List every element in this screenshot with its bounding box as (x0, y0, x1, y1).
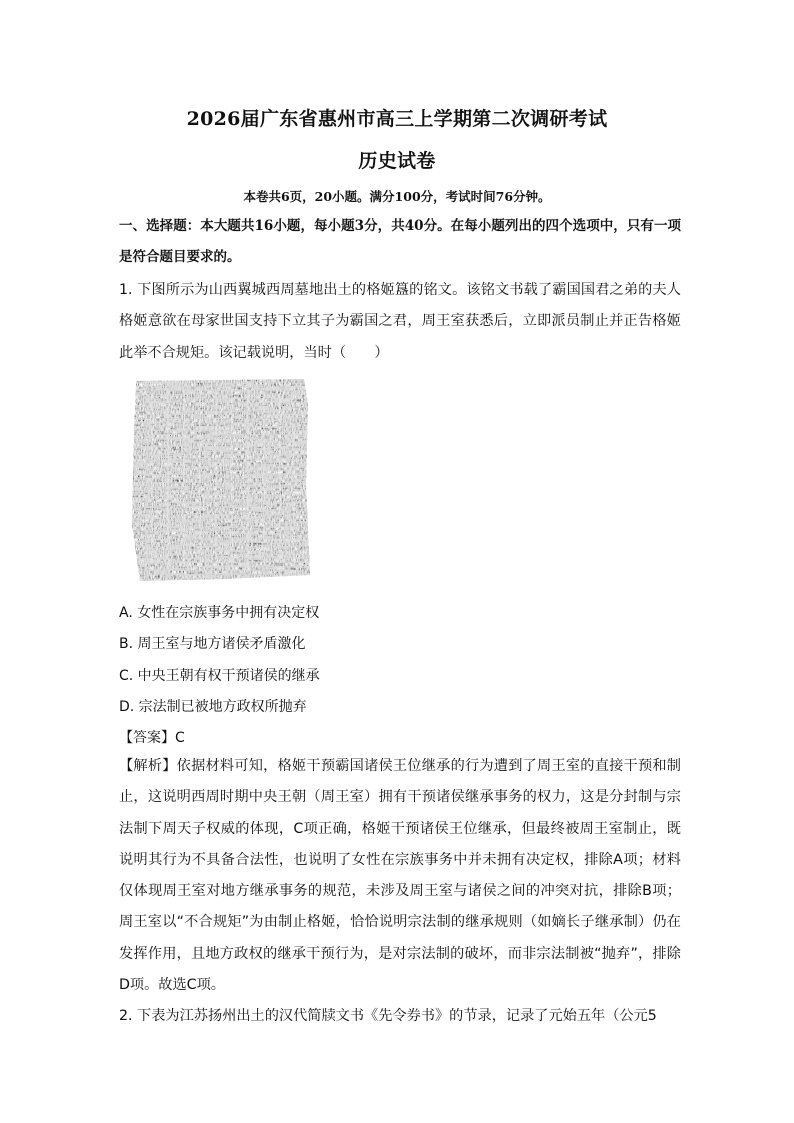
option-d: D. 宗法制已被地方政权所抛弃 (119, 699, 307, 715)
question-1-stem: 1. 下图所示为山西翼城西周墓地出土的格姬簋的铭文。该铭文书载了霸国国君之弟的夫人格姬意欲在母家世国支持下立其子为霸国之君，周王室获悉后，立即派员制止并正告格姬此举不合规矩。该记载说明，当时（ ） (119, 282, 681, 361)
exam-info: 本卷共6页，20小题。满分100分，考试时间76分钟。 (243, 189, 551, 204)
answer-line: 【答案】C (119, 730, 185, 746)
option-c: C. 中央王朝有权干预诸侯的继承 (119, 668, 320, 684)
inscription-rubbing-image (128, 375, 313, 583)
analysis-block (119, 751, 681, 1001)
question-2-stem: 2. 下表为江苏扬州出土的汉代简牍文书《先令券书》的节录，记录了元始五年（公元5 (119, 1008, 657, 1024)
analysis-text: 依据材料可知，格姬干预霸国诸侯王位继承的行为遭到了周王室的直接干预和制止，这说明西周时期中央王朝（周王室）拥有干预诸侯继承事务的权力，这是分封制与宗法制下周天子权威的体现，C项正确，格姬干预诸侯王位继承，但最终被周王室制止，既说明其行为不具备合法性，也说明了女性在宗族事务中并未拥有决定权，排除A项；材料仅体现周王室对地方继承事务的规范，未涉及周王室与诸侯之间的冲突对抗，排除B项；周王室以“不合规矩”为由制止格姬，恰恰说明宗法制的继承规则（如嫡长子继承制）仍在发挥作用，且地方政权的继承干预行为，是对宗法制的破坏，而非宗法制被“抛弃”，排除D项。故选C项。 (119, 758, 681, 994)
exam-title: 2026届广东省惠州市高三上学期第二次调研考试 (186, 108, 608, 130)
section-instruction: 一、选择题：本大题共16小题，每小题3分，共40分。在每小题列出的四个选项中，只有一项是符合题目要求的。 (119, 218, 681, 266)
option-a: A. 女性在宗族事务中拥有决定权 (119, 605, 320, 621)
subject-title: 历史试卷 (358, 150, 436, 172)
option-b: B. 周王室与地方诸侯矛盾激化 (119, 636, 306, 652)
analysis-label: 【解析】 (119, 758, 177, 774)
